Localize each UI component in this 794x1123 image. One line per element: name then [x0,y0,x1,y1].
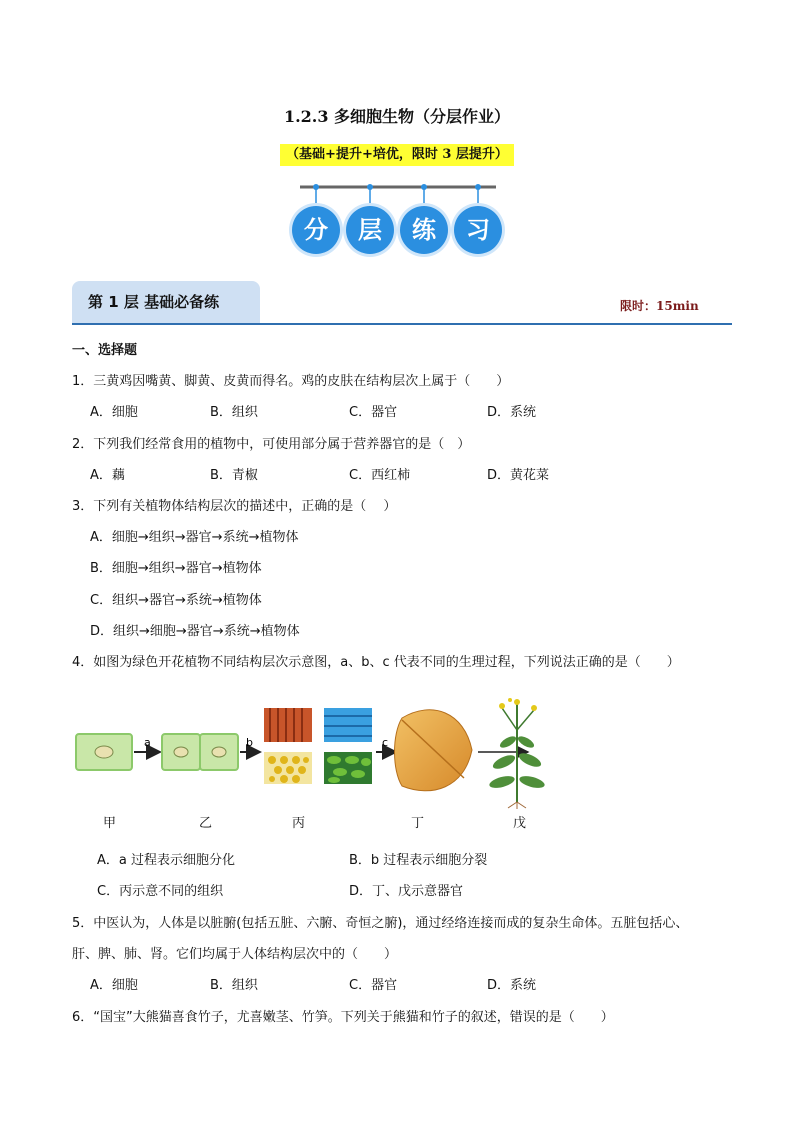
question-5-option-d: D．系统 [487,978,537,993]
question-3-option-b: B．细胞→组织→器官→植物体 [90,561,262,576]
arrow-b-label: b [246,736,253,749]
question-5-stem-line-2: 肝、脾、肺、肾。它们均属于人体结构层次中的（ ） [72,947,398,962]
single-cell-illustration [76,734,132,770]
question-4-option-a: A．a 过程表示细胞分化 [97,853,235,868]
question-2-option-d: D．黄花菜 [487,468,550,483]
question-4-option-c: C．丙示意不同的组织 [97,884,224,899]
question-2-stem: 2．下列我们经常食用的植物中，可使用部分属于营养器官的是（ ） [72,437,471,452]
question-3-option-c: C．组织→器官→系统→植物体 [90,593,262,608]
question-4-option-d: D．丁、戊示意器官 [349,884,464,899]
banner-char-1: 分 [292,206,340,254]
question-1-option-b: B．组织 [210,405,258,420]
question-4-stem: 4．如图为绿色开花植物不同结构层次示意图，a、b、c 代表不同的生理过程，下列说法正确的是（ ） [72,655,680,670]
plant-structure-figure [72,690,572,810]
question-3-option-a: A．细胞→组织→器官→系统→植物体 [90,530,299,545]
question-5-option-c: C．器官 [349,978,398,993]
page-title: 1.2.3 多细胞生物（分层作业） [283,107,511,126]
arrow-c-label: c [382,736,389,749]
level-divider [72,323,732,325]
arrow-a-label: a [144,736,151,749]
figure-label-yi: 乙 [199,816,213,831]
question-1-option-c: C．器官 [349,405,398,420]
question-2-option-c: C．西红柿 [349,468,411,483]
question-6-stem: 6．“国宝”大熊猫喜食竹子，尤喜嫩茎、竹笋。下列关于熊猫和竹子的叙述，错误的是（ ） [72,1010,614,1025]
tissues-illustration [264,708,372,784]
question-5-option-a: A．细胞 [90,978,138,993]
level-tab: 第 1 层 基础必备练 [72,281,260,323]
question-2-option-a: A．藕 [90,468,125,483]
question-1-stem: 1．三黄鸡因嘴黄、脚黄、皮黄而得名。鸡的皮肤在结构层次上属于（ ） [72,374,510,389]
question-3-option-d: D．组织→细胞→器官→系统→植物体 [90,624,300,639]
figure-label-wu: 戊 [513,816,527,831]
subtitle-wrap [0,143,794,166]
question-5-option-b: B．组织 [210,978,258,993]
banner-char-2: 层 [346,206,394,254]
figure-label-jia: 甲 [103,816,117,831]
banner-char-4: 习 [454,206,502,254]
page-subtitle: （基础+提升+培优，限时 3 层提升） [280,144,514,166]
section-heading: 一、选择题 [72,343,138,358]
question-5-stem-line-1: 5．中医认为，人体是以脏腑(包括五脏、六腑、奇恒之腑)，通过经络连接而成的复杂生命体。五脏包括心、 [72,916,689,931]
leaf-illustration [395,710,473,791]
banner-char-3: 练 [400,206,448,254]
two-cells-illustration [162,734,238,770]
question-1-option-a: A．细胞 [90,405,138,420]
figure-label-bing: 丙 [292,816,306,831]
time-limit: 限时：15min [620,299,699,313]
plant-illustration [488,698,546,809]
practice-banner [290,182,506,262]
question-1-option-d: D．系统 [487,405,537,420]
question-4-option-b: B．b 过程表示细胞分裂 [349,853,488,868]
question-3-stem: 3．下列有关植物体结构层次的描述中，正确的是（ ） [72,499,397,514]
question-2-option-b: B．青椒 [210,468,258,483]
figure-label-ding: 丁 [411,816,425,831]
